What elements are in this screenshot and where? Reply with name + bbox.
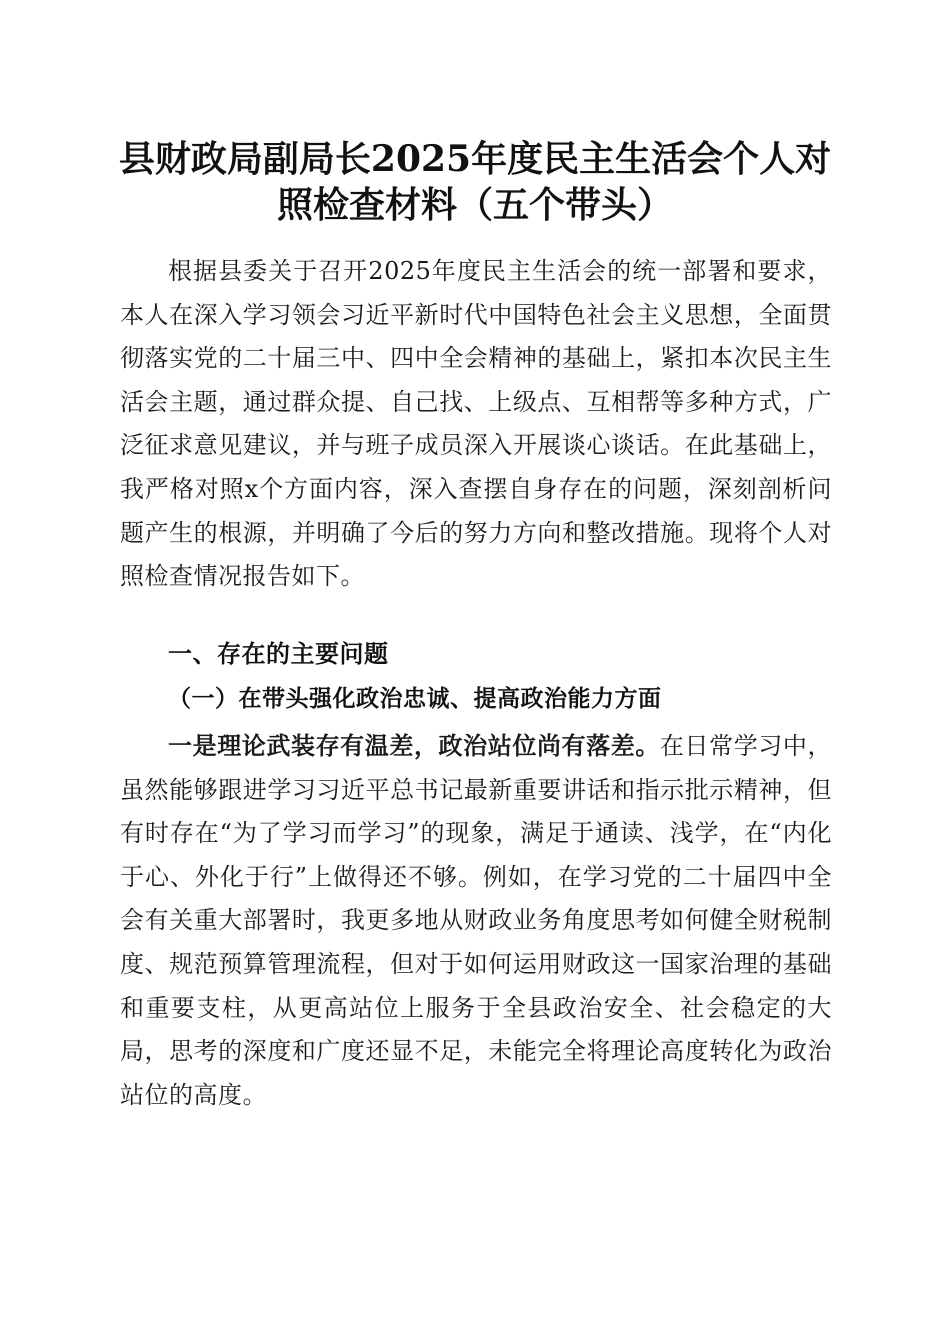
point-one-body: 在日常学习中，虽然能够跟进学习习近平总书记最新重要讲话和指示批示精神，但有时存在“为了学习而学习”的现象，满足于通读、浅学，在“内化于心、外化于行”上做得还不够。例如，在学习党的二十届四中全会有关重大部署时，我更多地从财政业务角度思考如何健全财税制度、规范预算管理流程，但对于如何运用财政这一国家治理的基础和重要支柱，从更高站位上服务于全县政治安全、社会稳定的大局，思考的深度和广度还显不足，未能完全将理论高度转化为政治站位的高度。 <box>120 732 832 1109</box>
point-one-lead: 一是理论武装存有温差，政治站位尚有落差。 <box>168 731 660 760</box>
title-line-2: 照检查材料（五个带头） <box>276 184 673 226</box>
intro-paragraph: 根据县委关于召开2025年度民主生活会的统一部署和要求，本人在深入学习领会习近平新时代中国特色社会主义思想，全面贯彻落实党的二十届三中、四中全会精神的基础上，紧扣本次民主生活会主题，通过群众提、自己找、上级点、互相帮等多种方式，广泛征求意见建议，并与班子成员深入开展谈心谈话。在此基础上，我严格对照x个方面内容，深入查摆自身存在的问题，深刻剖析问题产生的根源，并明确了今后的努力方向和整改措施。现将个人对照检查情况报告如下。 <box>120 257 832 591</box>
document-title <box>100 136 850 228</box>
point-one-paragraph <box>120 724 832 1117</box>
subsection-heading-political-loyalty: （一）在带头强化政治忠诚、提高政治能力方面 <box>168 685 662 712</box>
section-heading-problems: 一、存在的主要问题 <box>168 640 389 668</box>
title-line-1: 县财政局副局长2025年度民主生活会个人对 <box>118 138 832 180</box>
